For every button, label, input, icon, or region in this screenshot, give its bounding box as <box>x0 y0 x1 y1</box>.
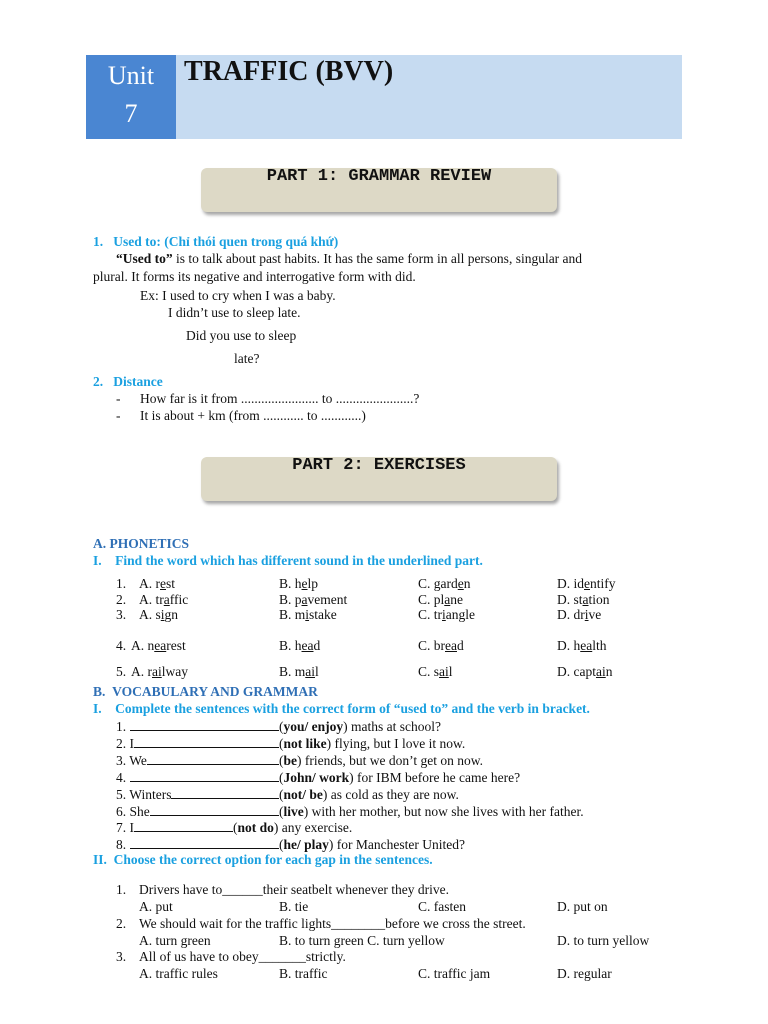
phonetics-option-d <box>557 638 607 654</box>
vocab-pre: We <box>129 752 147 768</box>
vocab-number: 1. <box>116 719 127 734</box>
answer-blank[interactable] <box>134 735 279 748</box>
phonetics-option-d <box>557 607 601 623</box>
option-text: ve <box>588 607 602 622</box>
vocab-verb: be <box>283 752 297 768</box>
distance-heading: 2. Distance <box>93 374 163 389</box>
question-post: before we cross the street. <box>385 916 526 931</box>
option-text: A. r <box>131 664 152 679</box>
underlined-sound: a <box>301 592 308 607</box>
underlined-sound: i <box>442 607 446 622</box>
open-paren: ( <box>279 752 284 768</box>
vocab-pre: She <box>129 803 150 819</box>
part1-banner <box>201 168 557 212</box>
option-text: d <box>313 638 321 653</box>
phonetics-option-d <box>557 576 616 592</box>
underlined-sound: e <box>584 576 590 591</box>
option-text: B. h <box>279 638 302 653</box>
choose-option-b[interactable]: B. to turn green C. turn yellow <box>279 933 445 948</box>
choose-option-d[interactable]: D. put on <box>557 899 608 914</box>
underlined-sound: ai <box>305 664 316 679</box>
open-paren: ( <box>279 769 284 785</box>
vocab-sentence <box>116 786 459 803</box>
unit-number: 7 <box>124 99 138 128</box>
option-text: n <box>605 664 613 679</box>
open-paren: ( <box>279 719 284 734</box>
question-number: 1. <box>116 882 127 897</box>
option-text: rest <box>166 638 186 653</box>
choose-option-b[interactable]: B. tie <box>279 899 309 914</box>
choose-option-a[interactable]: A. traffic rules <box>139 966 218 981</box>
part2-title: PART 2: EXERCISES <box>292 456 466 475</box>
open-paren: ( <box>233 820 238 836</box>
option-text: A. r <box>139 576 160 591</box>
underlined-sound: ea <box>445 638 457 653</box>
underlined-sound: e <box>301 576 308 591</box>
option-text: C. gard <box>418 576 458 591</box>
vocab-verb: he/ play <box>283 837 329 853</box>
phonetics-option-c <box>418 664 453 680</box>
vocab-sentence <box>116 819 352 836</box>
phonetics-option-b <box>279 664 319 680</box>
option-text: ntify <box>590 576 616 591</box>
question-pre: Drivers have to <box>139 882 223 897</box>
question-pre: All of us have to obey <box>139 949 259 964</box>
open-paren: ( <box>279 803 284 819</box>
option-text: A. s <box>139 607 161 622</box>
option-text: vement <box>307 592 348 607</box>
option-text: lp <box>307 576 319 591</box>
vocab-verb: not/ be <box>283 786 323 802</box>
vocab-number: 4. <box>116 769 127 785</box>
vocab-verb: live <box>283 803 304 819</box>
vocab-post: ) for Manchester United? <box>328 837 465 853</box>
option-text: D. capt <box>557 664 596 679</box>
underlined-sound: ai <box>595 664 606 679</box>
vocab-sentence <box>116 803 584 820</box>
option-text: l <box>448 664 453 679</box>
vocab-number: 6. <box>116 803 127 819</box>
vocab-post: ) maths at school? <box>343 719 441 734</box>
phonetics-option-b <box>279 592 347 608</box>
underlined-sound: ai <box>439 664 449 679</box>
underlined-sound: ai <box>152 664 162 679</box>
phonetics-option-b <box>279 607 337 623</box>
used-to-example-4: late? <box>234 351 260 366</box>
used-to-example-2: I didn’t use to sleep late. <box>168 305 301 320</box>
question-number: 2. <box>116 916 127 931</box>
phonetics-option-a <box>131 638 186 654</box>
option-text: angle <box>445 607 476 622</box>
underlined-sound: a <box>582 592 589 607</box>
option-text: B. p <box>279 592 302 607</box>
vocab-verb: you/ enjoy <box>283 719 344 734</box>
distance-item-1: - How far is it from ....................... to .......................? <box>116 391 420 406</box>
used-to-example-1: Ex: I used to cry when I was a baby. <box>140 288 336 303</box>
phonetics-option-c <box>418 592 463 608</box>
open-paren: ( <box>279 735 284 751</box>
option-text: gn <box>164 607 179 622</box>
underlined-sound: e <box>457 576 464 591</box>
phonetics-option-a <box>131 664 188 680</box>
option-text: C. tr <box>418 607 443 622</box>
vocab-sentence <box>116 769 520 786</box>
answer-blank[interactable] <box>134 819 233 832</box>
choose-question <box>116 916 526 932</box>
unit-label: Unit <box>107 61 155 90</box>
underlined-sound: a <box>444 592 451 607</box>
phonetics-number: 5. <box>116 664 127 679</box>
underlined-sound: ea <box>154 638 167 653</box>
phonetics-option-d <box>557 664 612 680</box>
phonetics-number: 1. <box>116 576 127 591</box>
option-text: D. id <box>557 576 584 591</box>
used-to-example-3: Did you use to sleep <box>186 328 297 343</box>
option-text: lway <box>161 664 188 679</box>
choose-option-a[interactable]: A. put <box>139 899 173 914</box>
choose-question <box>116 949 346 965</box>
answer-blank[interactable] <box>130 718 280 731</box>
vocab-number: 3. <box>116 752 127 768</box>
answer-blank[interactable] <box>171 786 279 799</box>
choose-question <box>116 882 450 898</box>
choose-option-d[interactable]: D. regular <box>557 966 612 981</box>
open-paren: ( <box>279 837 284 853</box>
vocab-post: ) flying, but I love it now. <box>326 735 466 751</box>
distance-item-2: - It is about + km (from ............ to ............) <box>116 408 366 423</box>
option-text: B. m <box>279 607 306 622</box>
phonetics-number: 3. <box>116 607 127 622</box>
vocab-sentence <box>116 718 441 735</box>
used-to-heading: 1. Used to: (Chỉ thói quen trong quá khứ) <box>93 234 339 249</box>
question-text <box>139 949 346 965</box>
option-text: A. n <box>131 638 155 653</box>
vocab-verb: John/ work <box>283 769 350 785</box>
option-text: D. dr <box>557 607 585 622</box>
phonetics-number: 2. <box>116 592 127 607</box>
phonetics-option-b <box>279 576 318 592</box>
vocab-heading: B. VOCABULARY AND GRAMMAR <box>93 684 318 699</box>
vocab-post: ) as cold as they are now. <box>322 786 459 802</box>
vocab-sentence <box>116 752 483 769</box>
vocab-number: 8. <box>116 837 127 853</box>
phonetics-option-a <box>139 607 178 623</box>
part1-title: PART 1: GRAMMAR REVIEW <box>266 167 492 186</box>
option-text: ffic <box>169 592 189 607</box>
phonetics-option-a <box>139 576 175 592</box>
phonetics-option-c <box>418 607 475 623</box>
option-text: B. m <box>279 664 306 679</box>
phonetics-option-d <box>557 592 610 608</box>
vocab-number: 5. <box>116 786 127 802</box>
question-post: their seatbelt whenever they drive. <box>262 882 450 897</box>
unit-label-box <box>86 55 176 139</box>
vocab-post: ) friends, but we don’t get on now. <box>297 752 483 768</box>
vocab-pre: I <box>129 735 134 751</box>
question-pre: We should wait for the traffic lights <box>139 916 332 931</box>
underlined-sound: i <box>160 607 165 622</box>
answer-blank[interactable] <box>147 752 279 765</box>
underlined-sound: i <box>584 607 589 622</box>
question-number: 3. <box>116 949 127 964</box>
option-text: st <box>166 576 176 591</box>
phonetics-heading: A. PHONETICS <box>93 536 190 551</box>
used-to-para-1: “Used to” is to talk about past habits. It has the same form in all persons, singular and <box>116 251 583 266</box>
answer-blank[interactable]: _______ <box>258 949 306 964</box>
phonetics-option-a <box>139 592 188 608</box>
answer-blank[interactable]: ______ <box>222 882 263 897</box>
answer-blank[interactable] <box>150 803 279 816</box>
option-text: C. br <box>418 638 445 653</box>
answer-blank[interactable] <box>130 769 280 782</box>
vocab-number: 7. <box>116 820 127 836</box>
page-title: TRAFFIC (BVV) <box>184 56 394 87</box>
option-text: n <box>463 576 471 591</box>
vocab-pre: I <box>129 820 134 836</box>
option-text: l <box>315 664 319 679</box>
phonetics-option-b <box>279 638 320 654</box>
underlined-sound: a <box>163 592 170 607</box>
vocab-sentence <box>116 735 465 752</box>
phonetics-option-c <box>418 576 471 592</box>
underlined-sound: ea <box>301 638 314 653</box>
underlined-sound: e <box>160 576 166 591</box>
choose-option-c[interactable]: C. fasten <box>418 899 466 914</box>
used-to-para-2: plural. It forms its negative and interrogative form with did. <box>93 269 416 284</box>
vocab-number: 2. <box>116 735 127 751</box>
option-text: D. st <box>557 592 583 607</box>
choose-instruction: II. Choose the correct option for each gap in the sentences. <box>93 852 433 867</box>
question-text <box>139 916 526 932</box>
phonetics-instruction: I. Find the word which has different sound in the underlined part. <box>93 553 483 568</box>
option-text: lth <box>592 638 607 653</box>
vocab-post: ) with her mother, but now she lives with her father. <box>303 803 584 819</box>
choose-option-c[interactable]: C. traffic jam <box>418 966 491 981</box>
option-text: stake <box>309 607 337 622</box>
option-text: C. pl <box>418 592 445 607</box>
vocab-sentence <box>116 836 465 853</box>
answer-blank[interactable] <box>130 836 280 849</box>
vocab-pre: Winters <box>129 786 172 802</box>
phonetics-number: 4. <box>116 638 127 653</box>
option-text: A. tr <box>139 592 164 607</box>
vocab-instruction: I. Complete the sentences with the correct form of “used to” and the verb in bracket. <box>93 701 590 716</box>
choose-option-d[interactable]: D. to turn yellow <box>557 933 650 948</box>
question-text <box>139 882 449 898</box>
answer-blank[interactable]: ________ <box>331 916 386 931</box>
vocab-post: ) for IBM before he came here? <box>349 769 521 785</box>
open-paren: ( <box>279 786 284 802</box>
choose-option-b[interactable]: B. traffic <box>279 966 328 981</box>
vocab-post: ) any exercise. <box>273 820 353 836</box>
underlined-sound: i <box>305 607 310 622</box>
choose-option-a[interactable]: A. turn green <box>139 933 211 948</box>
option-text: B. h <box>279 576 302 591</box>
option-text: C. s <box>418 664 440 679</box>
underlined-sound: ea <box>580 638 593 653</box>
vocab-verb: not like <box>283 735 327 751</box>
option-text: d <box>456 638 464 653</box>
option-text: tion <box>588 592 610 607</box>
phonetics-option-c <box>418 638 464 654</box>
question-post: strictly. <box>305 949 346 964</box>
part2-banner <box>201 457 557 501</box>
option-text: D. h <box>557 638 581 653</box>
option-text: ne <box>450 592 464 607</box>
vocab-verb: not do <box>237 820 274 836</box>
